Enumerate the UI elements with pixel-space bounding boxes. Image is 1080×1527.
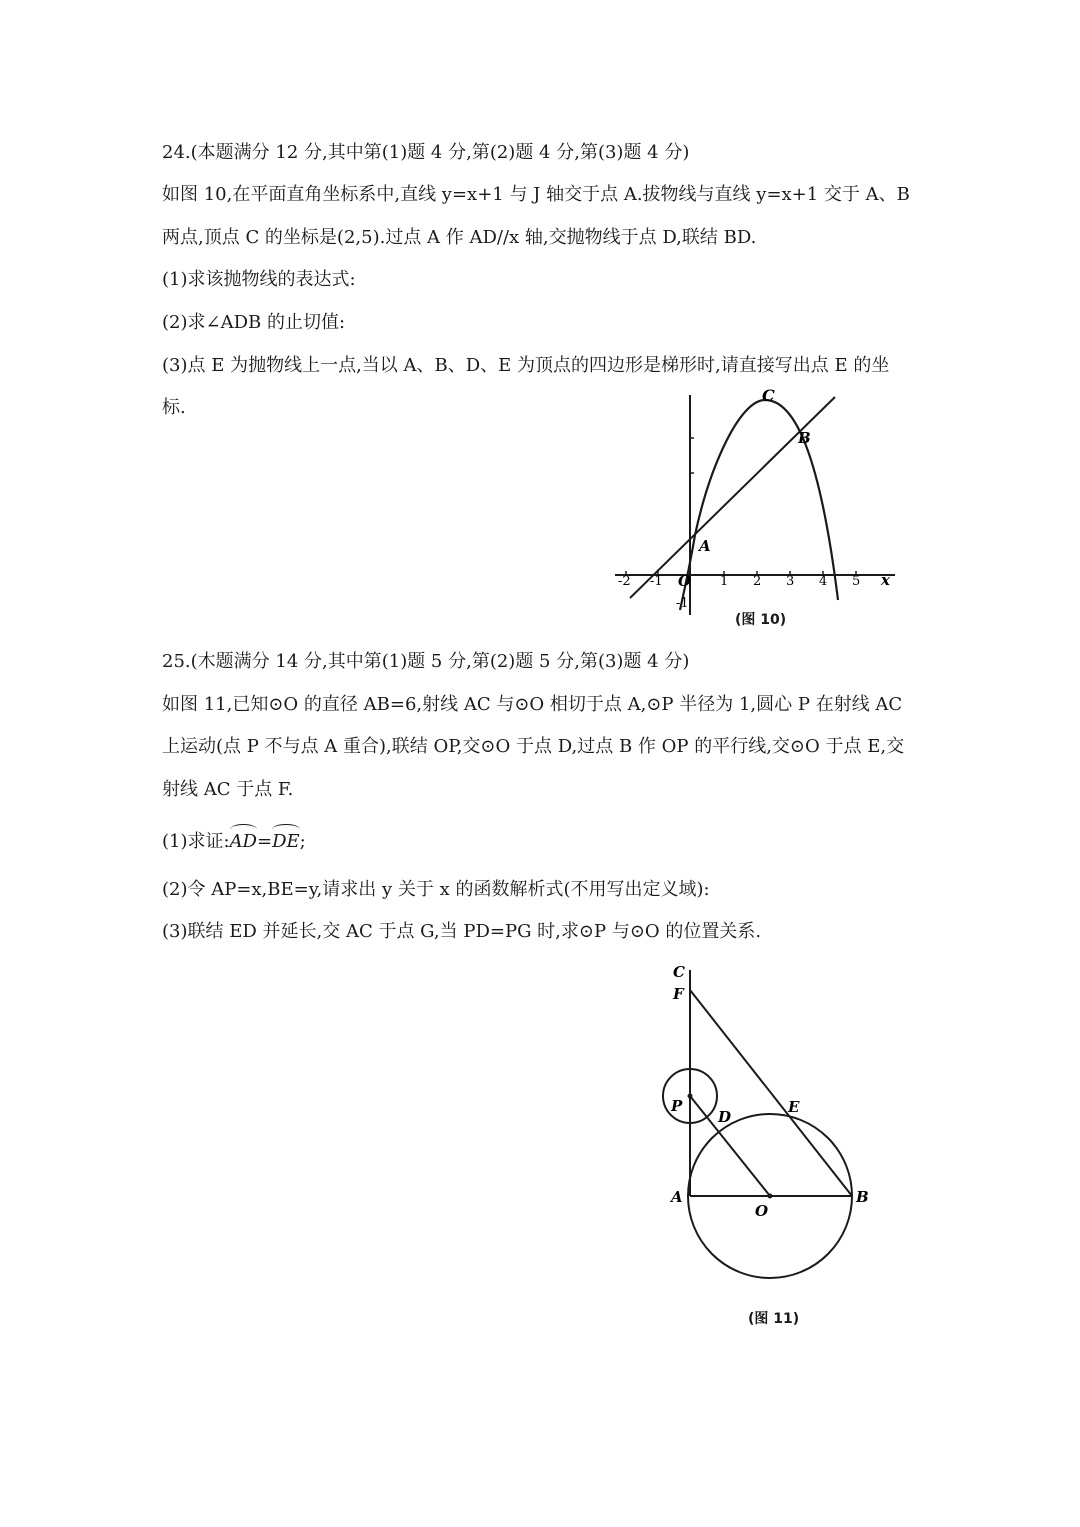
point-P [688,1094,693,1099]
segment-BF [690,990,852,1196]
figure-11-caption: (图 11) [748,1311,800,1327]
q24-part2: (2)求∠ADB 的止切值: [162,312,346,333]
x-tick-label-neg1: -1 [650,574,663,589]
x-tick-label-4: 4 [819,574,828,589]
point-O [768,1194,773,1199]
x-tick-label-1: 1 [720,574,729,589]
q24-stem-line1: 如图 10,在平面直角坐标系中,直线 y=x+1 与 J 轴交于点 A.拔物线与直线 y=x+1 交于 A、B [162,184,910,205]
q24-stem-line2: 两点,顶点 C 的坐标是(2,5).过点 A 作 AD//x 轴,交抛物线于点 D,联结 BD. [162,227,757,248]
label-O: O [678,572,692,590]
label-B: B [798,429,811,447]
figure-10-caption: (图 10) [735,612,787,628]
q25-stem-line2: 上运动(点 P 不与点 A 重合),联结 OP,交⊙O 于点 D,过点 B 作 OP 的平行线,交⊙O 于点 E,交 [162,736,905,757]
q25-part1-suffix: ; [299,831,306,852]
label-A: A [671,1188,683,1206]
x-tick-label-neg2: -2 [618,574,631,589]
label-x: x [881,571,890,589]
x-tick-label-3: 3 [786,574,795,589]
q25-part2: (2)令 AP=x,BE=y,请求出 y 关于 x 的函数解析式(不用写出定义域): [162,879,710,900]
q24-part3-line2: 标. [162,397,186,418]
q25-stem-line1: 如图 11,已知⊙O 的直径 AB=6,射线 AC 与⊙O 相切于点 A,⊙P 半径为 1,圆心 P 在射线 AC [162,694,903,715]
x-tick-label-5: 5 [852,574,861,589]
q25-heading: 25.(木题满分 14 分,其中第(1)题 5 分,第(2)题 5 分,第(3)题 4 分) [162,651,690,672]
label-B: B [856,1188,869,1206]
line-y-x-plus-1 [630,397,835,598]
q25-stem-line3: 射线 AC 于点 F. [162,779,294,800]
label-neg1: -1 [676,596,689,611]
q25-part1-prefix: (1)求证: [162,831,230,852]
arc-AD: AD [229,831,257,852]
label-E: E [788,1098,800,1116]
label-O: O [755,1202,769,1220]
q25-part3: (3)联结 ED 并延长,交 AC 于点 G,当 PD=PG 时,求⊙P 与⊙O 的位置关系. [162,921,762,942]
label-C: C [762,386,775,405]
q25-part1-equals: = [257,831,273,852]
label-D: D [718,1108,732,1126]
arc-DE: DE [272,831,300,852]
figure-10 [610,385,910,620]
figure-11 [655,960,895,1290]
label-P: P [671,1097,683,1115]
q24-heading: 24.(本题满分 12 分,其中第(1)题 4 分,第(2)题 4 分,第(3)题 4 分) [162,142,690,163]
label-F: F [673,985,684,1003]
q24-part3-line1: (3)点 E 为抛物线上一点,当以 A、B、D、E 为顶点的四边形是梯形时,请直接写出点 E 的坐 [162,355,890,376]
q24-part1: (1)求该抛物线的表达式: [162,269,356,290]
label-A: A [699,537,711,555]
q25-part1 [162,830,306,854]
x-tick-label-2: 2 [753,574,762,589]
label-C: C [673,963,685,981]
